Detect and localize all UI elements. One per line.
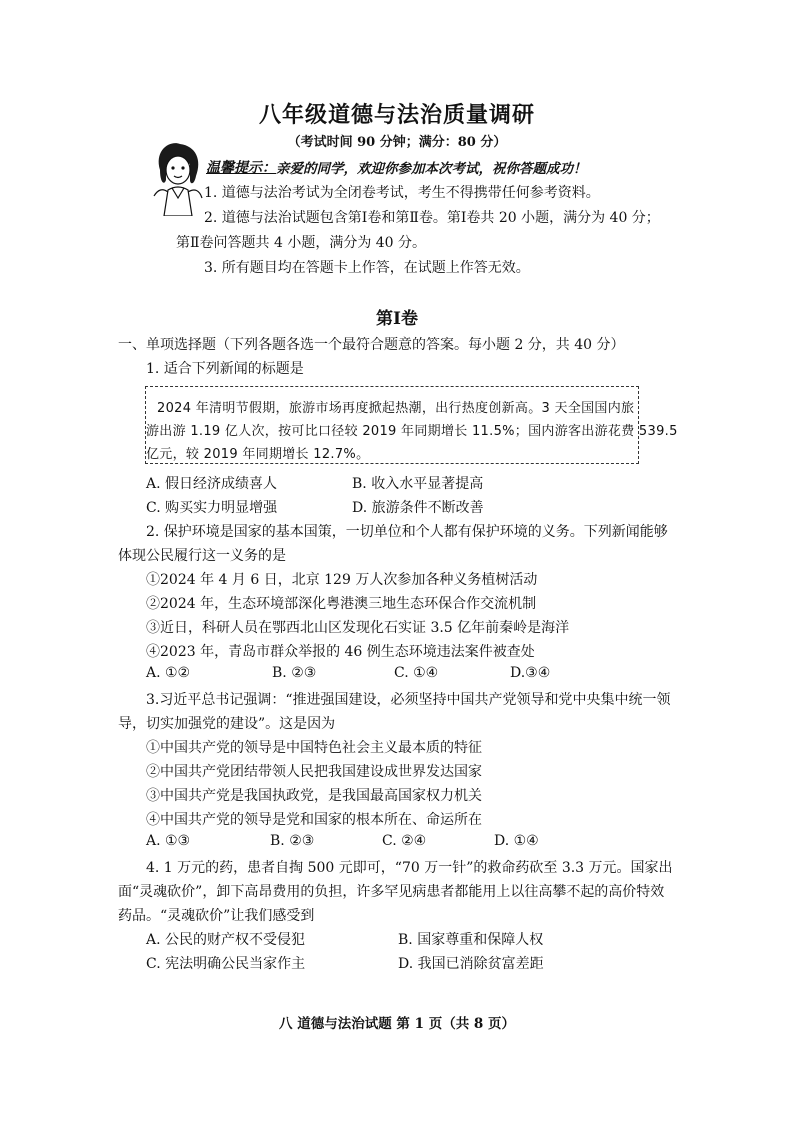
q4-stem-1: 4. 1 万元的药，患者自掏 500 元即可，“70 万一针”的救命药砍至 3.3 万元。国家出 bbox=[146, 860, 673, 876]
q1-option-a: A. 假日经济成绩喜人 bbox=[146, 476, 278, 492]
q1-option-b: B. 收入水平显著提高 bbox=[352, 476, 484, 492]
q3-item-1: ①中国共产党的领导是中国特色社会主义最本质的特征 bbox=[146, 740, 482, 756]
tip-text: 亲爱的同学，欢迎你参加本次考试，祝你答题成功！ bbox=[276, 161, 587, 177]
part-heading: 一、单项选择题（下列各题各选一个最符合题意的答案。每小题 2 分，共 40 分） bbox=[118, 337, 625, 353]
q3-option-d: D. ①④ bbox=[494, 833, 539, 849]
cartoon-girl-icon bbox=[150, 140, 206, 216]
q1-option-d: D. 旅游条件不断改善 bbox=[352, 500, 484, 516]
q3-item-3: ③中国共产党是我国执政党，是我国最高国家权力机关 bbox=[146, 788, 482, 804]
q2-option-c: C. ①④ bbox=[394, 665, 439, 681]
q2-item-3: ③近日，科研人员在鄂西北山区发现化石实证 3.5 亿年前秦岭是海洋 bbox=[146, 620, 570, 636]
q2-stem-2: 体现公民履行这一义务的是 bbox=[118, 548, 286, 564]
q4-option-a: A. 公民的财产权不受侵犯 bbox=[146, 932, 306, 948]
tip-label: 温馨提示： bbox=[206, 160, 276, 176]
q3-stem-2: 导，切实加强党的建设”。这是因为 bbox=[118, 716, 336, 732]
q2-item-4: ④2023 年，青岛市群众举报的 46 例生态环境违法案件被查处 bbox=[146, 644, 535, 660]
q3-option-c: C. ②④ bbox=[382, 833, 427, 849]
q4-stem-3: 药品。“灵魂砍价”让我们感受到 bbox=[118, 908, 315, 924]
q1-option-c: C. 购买实力明显增强 bbox=[146, 500, 278, 516]
news-line-1: 2024 年清明节假期，旅游市场再度掀起热潮，出行热度创新高。3 天全国国内旅 bbox=[157, 401, 635, 416]
q3-item-2: ②中国共产党团结带领人民把我国建设成世界发达国家 bbox=[146, 764, 482, 780]
q4-option-d: D. 我国已消除贫富差距 bbox=[398, 956, 544, 972]
section-title: 第Ⅰ卷 bbox=[376, 309, 418, 329]
instruction-3: 3. 所有题目均在答题卡上作答，在试题上作答无效。 bbox=[204, 260, 530, 276]
instruction-2-cont: 第Ⅱ卷问答题共 4 小题，满分为 40 分。 bbox=[176, 235, 427, 251]
q3-option-a: A. ①③ bbox=[146, 833, 191, 849]
news-line-3: 亿元，较 2019 年同期增长 12.7%。 bbox=[146, 447, 370, 462]
page-title: 八年级道德与法治质量调研 bbox=[258, 102, 535, 128]
instruction-1: 1. 道德与法治考试为全闭卷考试，考生不得携带任何参考资料。 bbox=[204, 185, 600, 201]
q1-stem: 1. 适合下列新闻的标题是 bbox=[146, 361, 304, 377]
q4-option-b: B. 国家尊重和保障人权 bbox=[398, 932, 544, 948]
q2-option-d: D.③④ bbox=[510, 665, 551, 681]
exam-time-info: （考试时间 90 分钟；满分：80 分） bbox=[287, 135, 507, 150]
q2-option-a: A. ①② bbox=[146, 665, 191, 681]
news-line-2: 游出游 1.19 亿人次，按可比口径较 2019 年同期增长 11.5%；国内游客出游花费 539.5 bbox=[146, 424, 678, 439]
q2-stem-1: 2. 保护环境是国家的基本国策，一切单位和个人都有保护环境的义务。下列新闻能够 bbox=[146, 524, 668, 540]
instruction-2: 2. 道德与法治试题包含第Ⅰ卷和第Ⅱ卷。第Ⅰ卷共 20 小题，满分为 40 分； bbox=[204, 210, 660, 226]
q2-item-2: ②2024 年，生态环境部深化粤港澳三地生态环保合作交流机制 bbox=[146, 596, 537, 612]
q4-option-c: C. 宪法明确公民当家作主 bbox=[146, 956, 306, 972]
page-footer: 八 道德与法治试题 第 1 页（共 8 页） bbox=[279, 1016, 515, 1032]
q3-stem-1: 3.习近平总书记强调：“推进强国建设，必须坚持中国共产党领导和党中央集中统一领 bbox=[146, 692, 671, 708]
q3-option-b: B. ②③ bbox=[270, 833, 315, 849]
q2-option-b: B. ②③ bbox=[272, 665, 317, 681]
q2-item-1: ①2024 年 4 月 6 日，北京 129 万人次参加各种义务植树活动 bbox=[146, 572, 538, 588]
q4-stem-2: 面“灵魂砍价”，卸下高昂费用的负担，许多罕见病患者都能用上以往高攀不起的高价特效 bbox=[118, 884, 665, 900]
q3-item-4: ④中国共产党的领导是党和国家的根本所在、命运所在 bbox=[146, 812, 482, 828]
